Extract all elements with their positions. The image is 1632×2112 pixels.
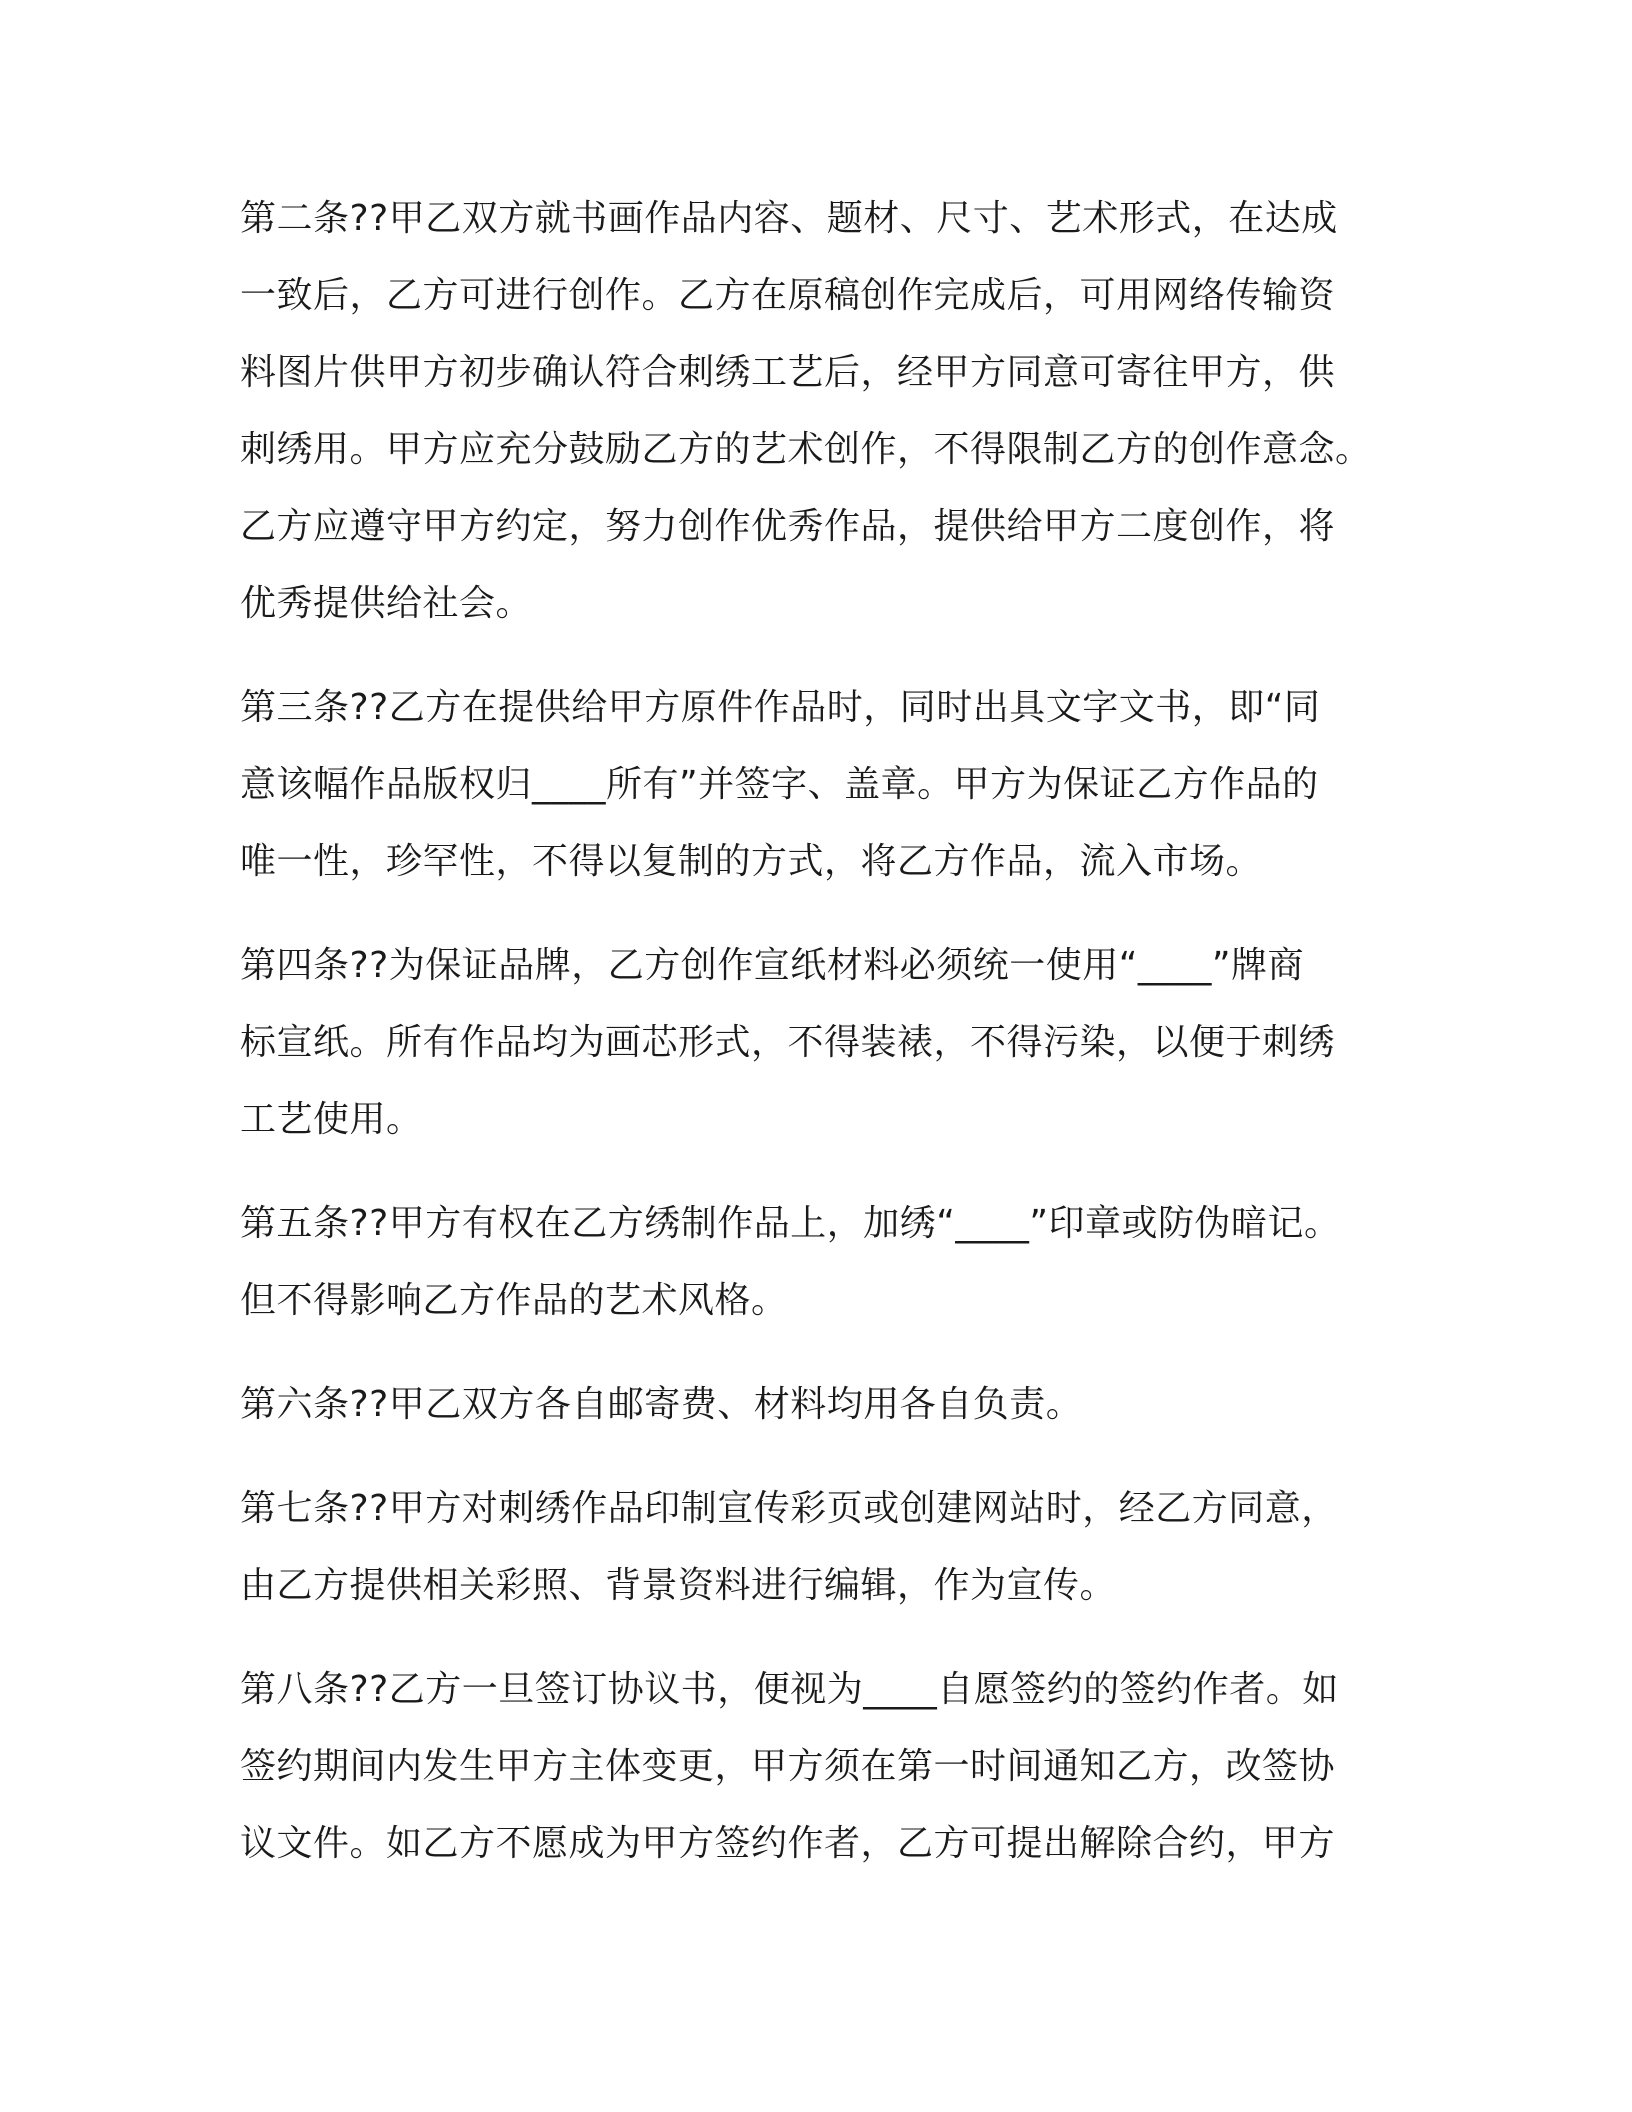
article-2-paragraph [240, 180, 1380, 642]
text-line: 签约期间内发生甲方主体变更，甲方须在第一时间通知乙方，改签协 [240, 1746, 1336, 1787]
text-line: 优秀提供给社会。 [240, 583, 533, 624]
document-body [240, 180, 1380, 1909]
text-line: 由乙方提供相关彩照、背景资料进行编辑，作为宣传。 [240, 1565, 1117, 1606]
text-line: 第三条??乙方在提供给甲方原件作品时，同时出具文字文书，即“同 [240, 687, 1321, 728]
text-line: 刺绣用。甲方应充分鼓励乙方的艺术创作，不得限制乙方的创作意念。 [240, 429, 1372, 470]
text-line: 第五条??甲方有权在乙方绣制作品上，加绣“____”印章或防伪暗记。 [240, 1203, 1341, 1244]
text-line: 唯一性，珍罕性，不得以复制的方式，将乙方作品，流入市场。 [240, 841, 1263, 882]
text-line: 议文件。如乙方不愿成为甲方签约作者，乙方可提出解除合约，甲方 [240, 1823, 1336, 1864]
article-3-paragraph [240, 669, 1380, 900]
text-line: 标宣纸。所有作品均为画芯形式，不得装裱，不得污染，以便于刺绣 [240, 1022, 1336, 1063]
article-5-paragraph [240, 1185, 1380, 1339]
article-8-paragraph [240, 1651, 1380, 1882]
article-4-paragraph [240, 927, 1380, 1158]
text-line: 第六条??甲乙双方各自邮寄费、材料均用各自负责。 [240, 1384, 1083, 1425]
text-line: 乙方应遵守甲方约定，努力创作优秀作品，提供给甲方二度创作，将 [240, 506, 1336, 547]
text-line: 意该幅作品版权归____所有”并签字、盖章。甲方为保证乙方作品的 [240, 764, 1319, 805]
article-7-paragraph [240, 1470, 1380, 1624]
text-line: 第四条??为保证品牌，乙方创作宣纸材料必须统一使用“____”牌商 [240, 945, 1305, 986]
text-line: 第七条??甲方对刺绣作品印制宣传彩页或创建网站时，经乙方同意， [240, 1488, 1338, 1529]
text-line: 工艺使用。 [240, 1099, 423, 1140]
text-line: 但不得影响乙方作品的艺术风格。 [240, 1280, 788, 1321]
article-6-paragraph [240, 1366, 1380, 1443]
text-line: 第二条??甲乙双方就书画作品内容、题材、尺寸、艺术形式，在达成 [240, 198, 1338, 239]
text-line: 料图片供甲方初步确认符合刺绣工艺后，经甲方同意可寄往甲方，供 [240, 352, 1336, 393]
text-line: 一致后，乙方可进行创作。乙方在原稿创作完成后，可用网络传输资 [240, 275, 1336, 316]
text-line: 第八条??乙方一旦签订协议书，便视为____自愿签约的签约作者。如 [240, 1669, 1339, 1710]
